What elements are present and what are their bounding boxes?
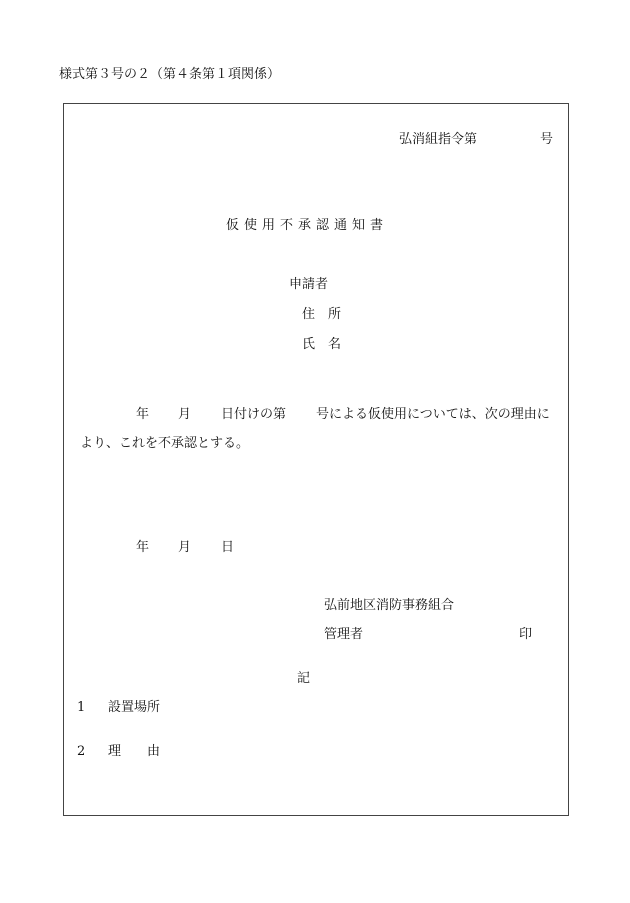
body-day-text: 日付けの第 (221, 407, 287, 422)
applicant-address-label: 住 所 (302, 307, 342, 322)
seal-mark: 印 (519, 627, 533, 642)
document-number-suffix: 号 (540, 132, 554, 147)
note-item-1-label: 設置場所 (108, 700, 161, 715)
note-item-2-label: 理 由 (108, 744, 161, 759)
form-reference: 様式第３号の２（第４条第１項関係） (59, 67, 281, 82)
issuer-organization: 弘前地区消防事務組合 (324, 598, 455, 613)
applicant-name-label: 氏 名 (302, 337, 342, 352)
issuer-title: 管理者 (324, 627, 364, 642)
document-number-prefix: 弘消組指令第 (399, 132, 478, 147)
body-rest-text: 号による仮使用については、次の理由に (316, 407, 550, 422)
note-item-2-number: 2 (77, 744, 86, 759)
date-year: 年 (136, 540, 150, 555)
notes-heading: 記 (297, 671, 311, 686)
date-month: 月 (178, 540, 192, 555)
body-year: 年 (136, 407, 150, 422)
applicant-label: 申請者 (289, 277, 329, 292)
document-title: 仮使用不承認通知書 (226, 218, 389, 233)
body-line-2: より、これを不承認とする。 (80, 436, 250, 451)
date-day: 日 (221, 540, 235, 555)
note-item-1-number: 1 (77, 700, 86, 715)
body-month: 月 (178, 407, 192, 422)
